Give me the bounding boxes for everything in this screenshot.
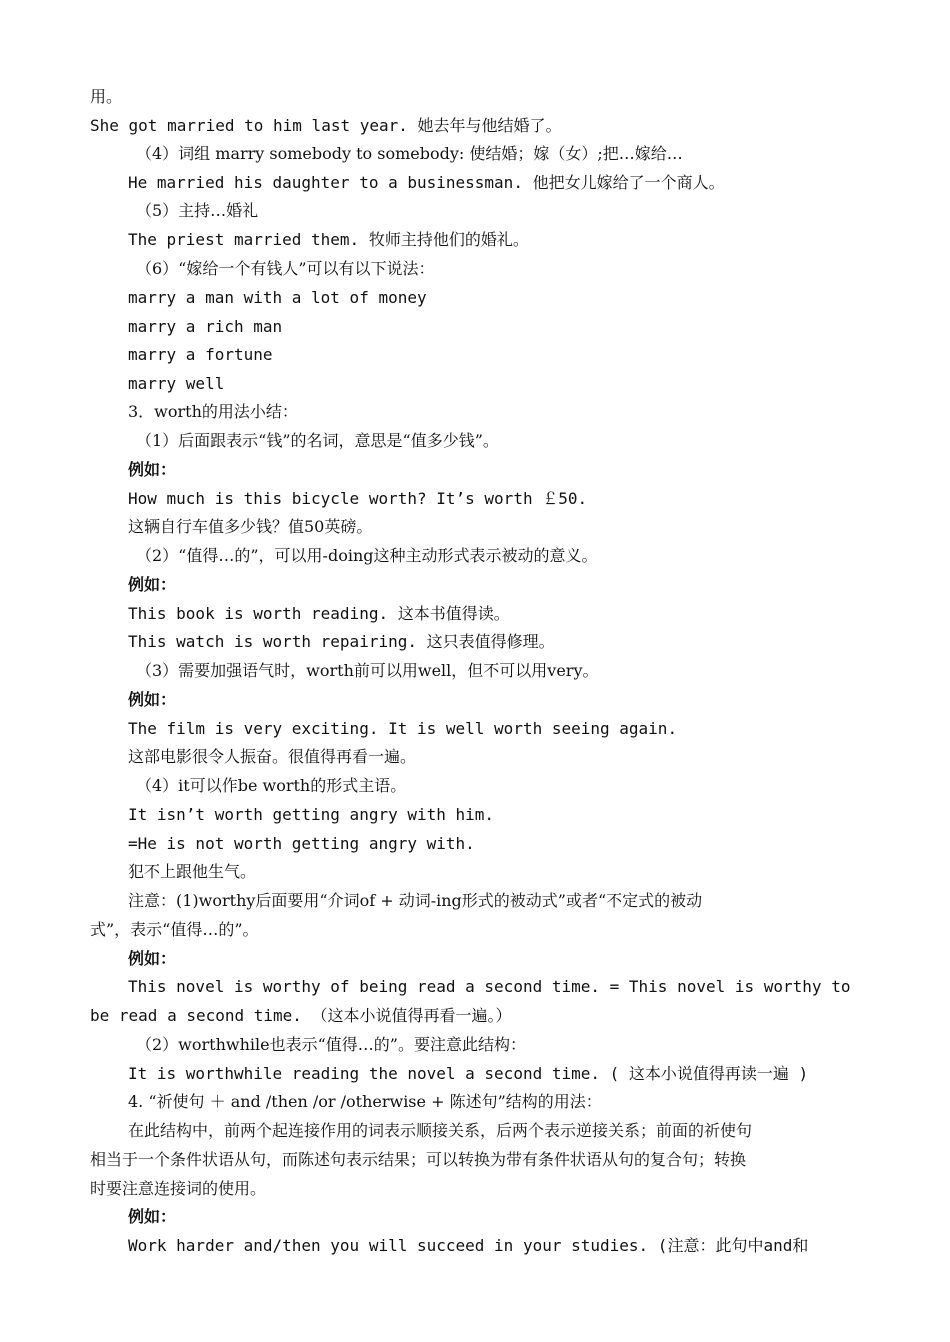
phrase-line: marry a rich man — [128, 317, 283, 336]
example-sentence: She got married to him last year. 她去年与他结婚了。 — [90, 116, 562, 135]
paragraph-line: 相当于一个条件状语从句，而陈述句表示结果；可以转换为带有条件状语从句的复合句；转换 — [90, 1150, 747, 1169]
example-label: 例如： — [128, 575, 177, 594]
sub-item-heading: （4）词组 marry somebody to somebody: 使结婚；嫁（女）;把…嫁给… — [136, 144, 683, 163]
example-sentence: He married his daughter to a businessman. 他把女儿嫁给了一个商人。 — [128, 173, 725, 192]
translation-line: 这辆自行车值多少钱？值50英磅。 — [128, 517, 373, 536]
phrase-line: marry well — [128, 374, 225, 393]
example-sentence: be read a second time. （这本小说值得再看一遍。） — [90, 1006, 512, 1025]
sub-item-heading: （4）it可以作be worth的形式主语。 — [136, 776, 407, 795]
example-label: 例如： — [128, 1207, 177, 1226]
section-heading: 4. “祈使句 ＋ and /then /or /otherwise + 陈述句”结构的用法： — [128, 1092, 602, 1111]
translation-line: 这部电影很令人振奋。很值得再看一遍。 — [128, 747, 417, 766]
example-sentence: How much is this bicycle worth? It’s worth ￡50. — [128, 489, 588, 508]
example-label: 例如： — [128, 690, 177, 709]
example-label: 例如： — [128, 949, 177, 968]
example-label: 例如： — [128, 460, 177, 479]
sub-item-heading: （1）后面跟表示“钱”的名词，意思是“值多少钱”。 — [136, 431, 499, 450]
example-sentence: It isn’t worth getting angry with him. — [128, 805, 495, 824]
sub-item-heading: （3）需要加强语气时，worth前可以用well，但不可以用very。 — [136, 661, 599, 680]
example-sentence: This watch is worth repairing. 这只表值得修理。 — [128, 632, 555, 651]
phrase-line: marry a man with a lot of money — [128, 288, 427, 307]
example-sentence: This novel is worthy of being read a second time. = This novel is worthy to — [128, 977, 851, 996]
paragraph-line: 时要注意连接词的使用。 — [90, 1179, 267, 1198]
example-sentence: It is worthwhile reading the novel a second time. ( 这本小说值得再读一遍 ) — [128, 1064, 809, 1083]
example-sentence: The priest married them. 牧师主持他们的婚礼。 — [128, 230, 529, 249]
translation-line: 犯不上跟他生气。 — [128, 862, 257, 881]
example-sentence: =He is not worth getting angry with. — [128, 834, 475, 853]
phrase-line: marry a fortune — [128, 345, 273, 364]
paragraph-line: 在此结构中，前两个起连接作用的词表示顺接关系，后两个表示逆接关系；前面的祈使句 — [128, 1121, 753, 1140]
example-sentence: The film is very exciting. It is well worth seeing again. — [128, 719, 678, 738]
note-line: 式”，表示“值得…的”。 — [90, 920, 259, 939]
note-line: 注意：(1)worthy后面要用“介词of + 动词-ing形式的被动式”或者“不定式的被动 — [128, 891, 703, 910]
text-line: 用。 — [90, 87, 123, 106]
sub-item-heading: （2）“值得…的”，可以用-doing这种主动形式表示被动的意义。 — [136, 546, 598, 565]
example-sentence: This book is worth reading. 这本书值得读。 — [128, 604, 510, 623]
section-heading: 3．worth的用法小结： — [128, 402, 298, 421]
sub-item-heading: （2）worthwhile也表示“值得…的”。要注意此结构： — [136, 1035, 526, 1054]
example-sentence: Work harder and/then you will succeed in your studies. (注意：此句中and和 — [128, 1236, 809, 1255]
sub-item-heading: （5）主持…婚礼 — [136, 201, 259, 220]
sub-item-heading: （6）“嫁给一个有钱人”可以有以下说法： — [136, 259, 435, 278]
